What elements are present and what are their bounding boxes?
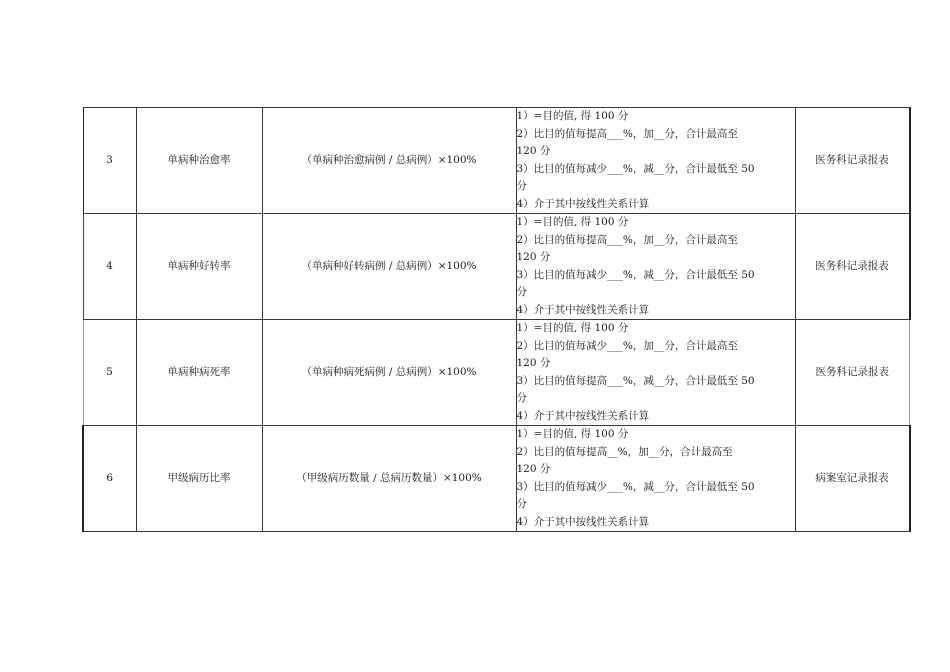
scoring-rules xyxy=(516,426,795,532)
rule-line: 4）介于其中按线性关系计算 xyxy=(516,303,650,316)
rule-line: 3）比目的值每减少___%，减__分，合计最低至 50 xyxy=(516,480,755,493)
row-number: 6 xyxy=(83,426,136,532)
table-row xyxy=(83,426,910,532)
rule-line: 120 分 xyxy=(516,145,551,157)
rule-line: 1）=目的值, 得 100 分 xyxy=(516,216,629,228)
rule-line: 3）比目的值每减少___%，减__分，合计最低至 50 xyxy=(516,268,755,281)
rule-line: 4）介于其中按线性关系计算 xyxy=(516,409,650,422)
indicator-formula: （单病种治愈病例 / 总病例）×100% xyxy=(262,108,516,214)
scoring-rules xyxy=(516,214,795,320)
indicator-formula: （单病种好转病例 / 总病例）×100% xyxy=(262,214,516,320)
rule-line: 4）介于其中按线性关系计算 xyxy=(516,197,650,210)
rule-line: 3）比目的值每减少___%，减__分，合计最低至 50 xyxy=(516,162,755,175)
rule-line: 2）比目的值每提高__%，加__分，合计最高至 xyxy=(516,445,733,458)
indicator-table xyxy=(82,107,911,532)
rule-line: 分 xyxy=(516,392,527,404)
rule-line: 3）比目的值每提高___%，减__分，合计最低至 50 xyxy=(516,374,755,387)
indicator-name: 甲级病历比率 xyxy=(136,426,262,532)
rule-line: 分 xyxy=(516,498,527,510)
indicator-name: 单病种病死率 xyxy=(136,320,262,426)
row-number: 5 xyxy=(83,320,136,426)
data-source: 医务科记录报表 xyxy=(795,320,910,426)
rule-line: 分 xyxy=(516,286,527,298)
indicator-formula: （甲级病历数量 / 总病历数量）×100% xyxy=(262,426,516,532)
scoring-rules xyxy=(516,108,795,214)
rule-line: 2）比目的值每减少___%，加__分，合计最高至 xyxy=(516,339,738,352)
table-row xyxy=(83,108,910,214)
rule-line: 4）介于其中按线性关系计算 xyxy=(516,515,650,528)
data-source: 医务科记录报表 xyxy=(795,108,910,214)
table-row xyxy=(83,214,910,320)
rule-line: 分 xyxy=(516,180,527,192)
indicator-name: 单病种治愈率 xyxy=(136,108,262,214)
data-source: 医务科记录报表 xyxy=(795,214,910,320)
rule-line: 120 分 xyxy=(516,251,551,263)
rule-line: 1）=目的值, 得 100 分 xyxy=(516,322,629,334)
rule-line: 2）比目的值每提高___%，加__分，合计最高至 xyxy=(516,127,738,140)
rule-line: 1）=目的值, 得 100 分 xyxy=(516,428,629,440)
data-source: 病案室记录报表 xyxy=(795,426,910,532)
rule-line: 120 分 xyxy=(516,357,551,369)
scoring-rules xyxy=(516,320,795,426)
row-number: 3 xyxy=(83,108,136,214)
indicator-name: 单病种好转率 xyxy=(136,214,262,320)
rule-line: 2）比目的值每提高___%，加__分，合计最高至 xyxy=(516,233,738,246)
rule-line: 1）=目的值, 得 100 分 xyxy=(516,110,629,122)
rule-line: 120 分 xyxy=(516,463,551,475)
row-number: 4 xyxy=(83,214,136,320)
table-row xyxy=(83,320,910,426)
indicator-formula: （单病种病死病例 / 总病例）×100% xyxy=(262,320,516,426)
